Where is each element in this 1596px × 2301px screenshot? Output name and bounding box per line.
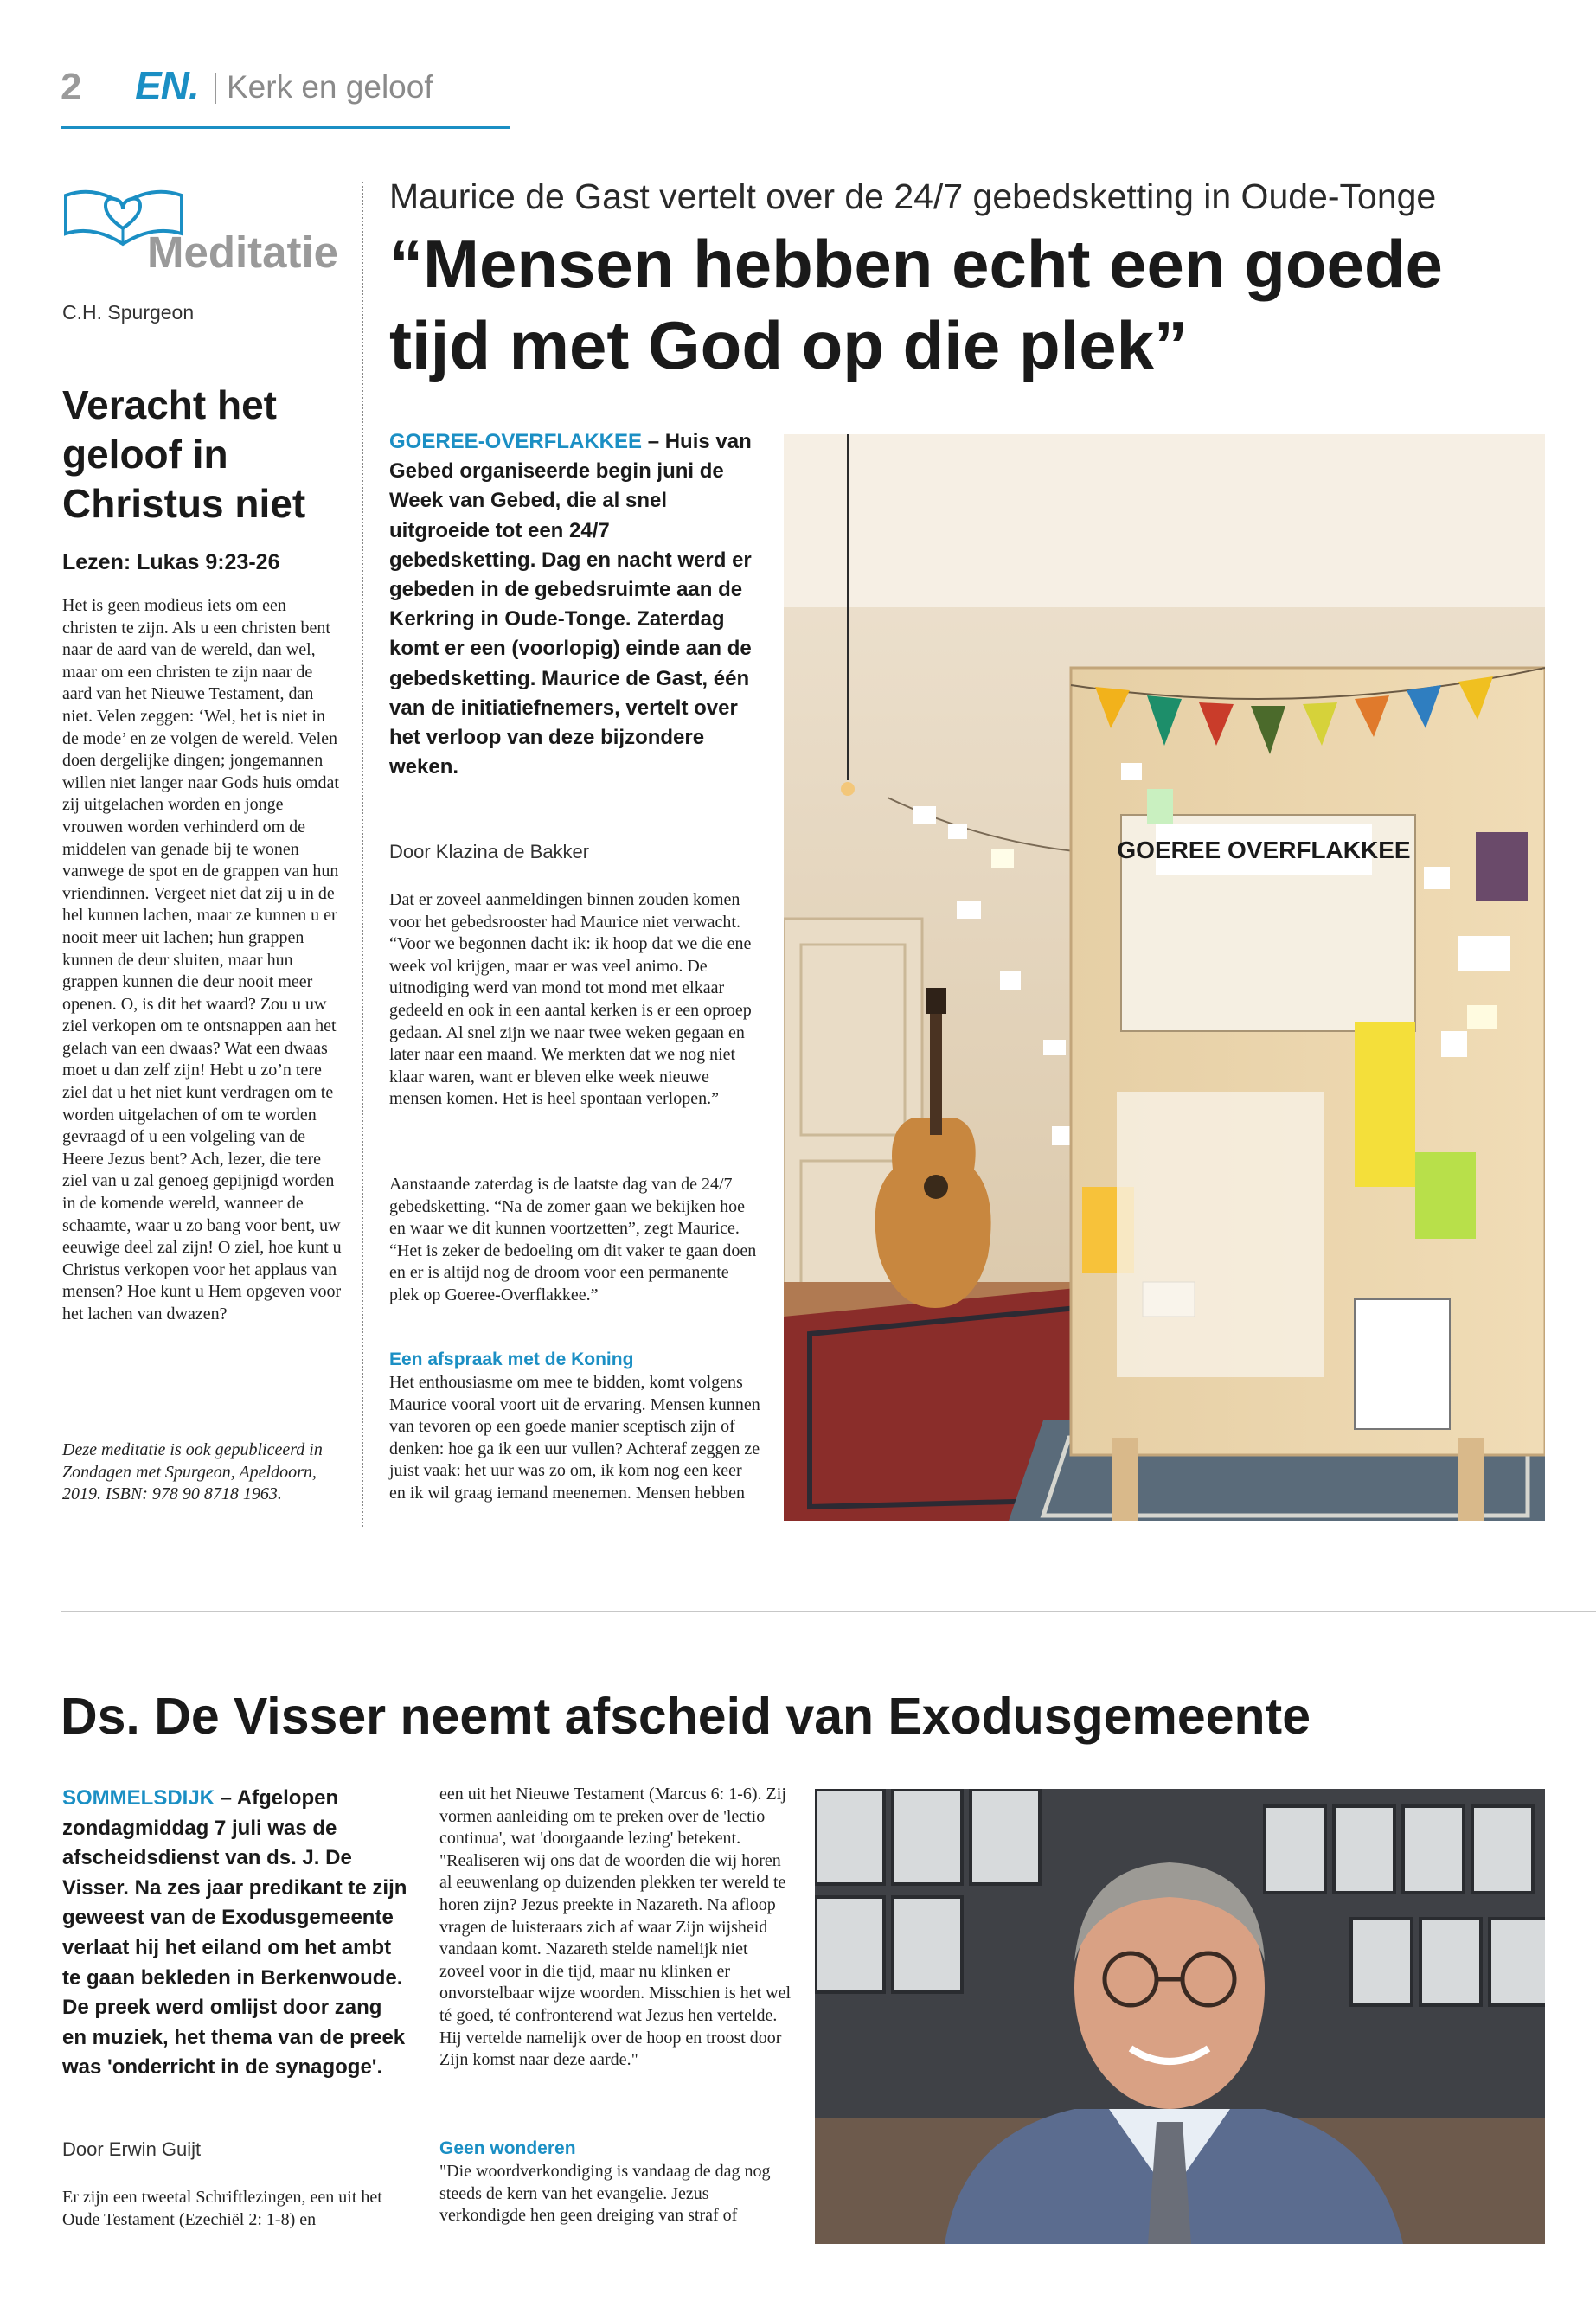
article2-headline: Ds. De Visser neemt afscheid van Exodusgemeente (61, 1688, 1311, 1745)
article-paragraph: Dat er zoveel aanmeldingen binnen zouden komen voor het gebedsrooster had Maurice niet verwacht. “Voor we begonnen dacht ik: ik hoop dat we die ene week vol krijgen, maar er was veel animo. De uitnodiging werd van mond tot mond met elkaar gedeeld en ook in een aantal kerken is er een oproep gedaan. Al snel zijn we naar twee weken gegaan en later naar een maand. We merkten dat we nog niet klaar waren, want er bleven elke week nieuwe mensen komen. Het is heel spontaan verlopen.” (389, 890, 752, 1109)
lead2-text: – Afgelopen zondagmiddag 7 juli was de afscheidsdienst van ds. J. De Visser. Na zes jaar predikant te zijn geweest van de Exodusgemeente verlaat hij het eiland om het ambt te gaan bekleden in Berkenwoude. De preek werd omlijst door zang en muziek, het thema van de preek was 'onderricht in de synagoge'. (62, 1786, 407, 2080)
photo-sign: GOEREE OVERFLAKKEE (1117, 836, 1411, 863)
meditation-author: C.H. Spurgeon (62, 301, 195, 324)
portrait-photo (815, 1789, 1545, 2244)
article-subhead: Een afspraak met de Koning (389, 1349, 634, 1369)
section-divider (61, 1611, 1596, 1612)
article2-subhead: Geen wonderen (439, 2138, 576, 2158)
meditation-note: Deze meditatie is ook gepubliceerd in Zondagen met Spurgeon, Apeldoorn, 2019. ISBN: 978 90 8718 1963. (62, 1440, 323, 1504)
article2-paragraph: een uit het Nieuwe Testament (Marcus 6: 1-6). Zij vormen aanleiding om te preken over de 'lectio continua', wat 'doorgaande lezing' betekent. "Realiseren wij ons dat de woorden die wij horen al eeuwenlang op duizenden plekken ter wereld te horen zijn? Jezus preekte in Nazareth. Na afloop vragen de luisteraars zich af waar Zijn wijsheid vandaan komt. Nazareth stelde namelijk niet zoveel voor in die tijd, maar nu klinken er onvorstelbaar wijze woorden. Misschien is het wel té goed, té confronterend wat Jezus hen vertelde. Hij vertelde namelijk over de hoop en troost door Zijn komst naar deze aarde." (439, 1785, 792, 2070)
article-paragraph: Aanstaande zaterdag is de laatste dag van de 24/7 gebedsketting. “Na de zomer gaan we bekijken hoe en waar we dit kunnen voortzetten”, zegt Maurice. “Het is zeker de bedoeling om dit vaker te gaan doen en er is altijd nog de droom voor een permanente plek op Goeree-Overflakkee.” (389, 1175, 757, 1304)
article2-paragraph: Er zijn een tweetal Schriftlezingen, een uit het Oude Testament (Ezechiël 2: 1-8) en (62, 2188, 382, 2229)
column-divider (362, 182, 363, 1527)
meditation-label: Meditatie (147, 228, 339, 277)
section-title: Kerk en geloof (227, 69, 433, 105)
meditation-title: Veracht het geloof in Christus niet (62, 382, 306, 526)
header-rule (61, 126, 510, 129)
article-byline: Door Klazina de Bakker (389, 841, 590, 862)
lead-text: – Huis van Gebed organiseerde begin juni de Week van Gebed, die al snel uitgroeide tot een 24/7 gebedsketting. Dag en nacht werd er gebeden in de gebedsruimte aan de Kerkring in Oude-Tonge. Zaterdag komt er een (voorlopig) einde aan de gebedsketting. Maurice de Gast, één van de initiatiefnemers, vertelt over het verloop van deze bijzondere weken. (389, 430, 752, 779)
article-lead (389, 427, 760, 782)
page-number: 2 (61, 66, 82, 108)
meditation-reading: Lezen: Lukas 9:23-26 (62, 550, 280, 574)
article-headline: “Mensen hebben echt een goede tijd met God op die plek” (389, 226, 1443, 383)
lead2-place: SOMMELSDIJK (62, 1786, 215, 1810)
meditation-body: Het is geen modieus iets om een christen te zijn. Als u een christen bent naar de aard van de wereld, dan wel, maar om een christen te zijn naar de aard van het Nieuwe Testament, dan niet. Velen zeggen: ‘Wel, het is niet in de mode’ en ze volgen de wereld. Velen doen dergelijke dingen; jongemannen willen niet langer naar Gods huis omdat zij uitgelachen worden en jonge vrouwen worden verhinderd om de middelen van genade bij te wonen vanwege de spot en de grappen van hun vriendinnen. Vergeet niet dat zij u in de hel kunnen lachen, maar ze kunnen u er nooit meer uit lachen; hun grappen kunnen de deur sluiten, maar hun grappen kunnen die deur nooit meer openen. O, is dit het waard? Zou u uw ziel verkopen om te ontsnappen aan het gelach van een dwaas? Wat een dwaas moet u dan zelf zijn! Hebt u zo’n tere ziel dat u het niet kunt verdragen om te worden uitgelachen of om te worden gevraagd of u een volgeling van de Heere Jezus bent? Ach, lezer, die tere ziel van u zal genoeg gepijnigd worden in de komende wereld, wanneer de schaamte, waar u zo bang voor bent, uw eeuwige deel zal zijn! O ziel, hoe kunt u Christus verkopen voor het applaus van mensen? Hoe kunt u Hem opgeven voor het lachen van dwazen? (62, 596, 342, 1324)
article-paragraph: Het enthousiasme om mee te bidden, komt volgens Maurice vooral voort uit de ervaring. Mensen kunnen van tevoren op een goede manier sceptisch zijn of denken: hoe ga ik een uur vullen? Achteraf zeggen ze juist vaak: het uur was zo om, ik kom nog een keer en ik wil graag iemand meenemen. Mensen hebben (389, 1373, 760, 1503)
prayer-wall-board (1071, 668, 1545, 1455)
header-separator (215, 73, 216, 104)
lead-place: GOEREE-OVERFLAKKEE (389, 430, 643, 453)
article2-byline: Door Erwin Guijt (62, 2138, 202, 2160)
article-kicker: Maurice de Gast vertelt over de 24/7 gebedsketting in Oude-Tonge (389, 176, 1437, 216)
article2-paragraph: "Die woordverkondiging is vandaag de dag nog steeds de kern van het evangelie. Jezus verkondigde hen geen dreiging van straf of (439, 2162, 771, 2226)
article2-lead (62, 1784, 408, 2083)
prayer-room-photo (784, 434, 1545, 1521)
en-logo: EN. (135, 63, 199, 108)
